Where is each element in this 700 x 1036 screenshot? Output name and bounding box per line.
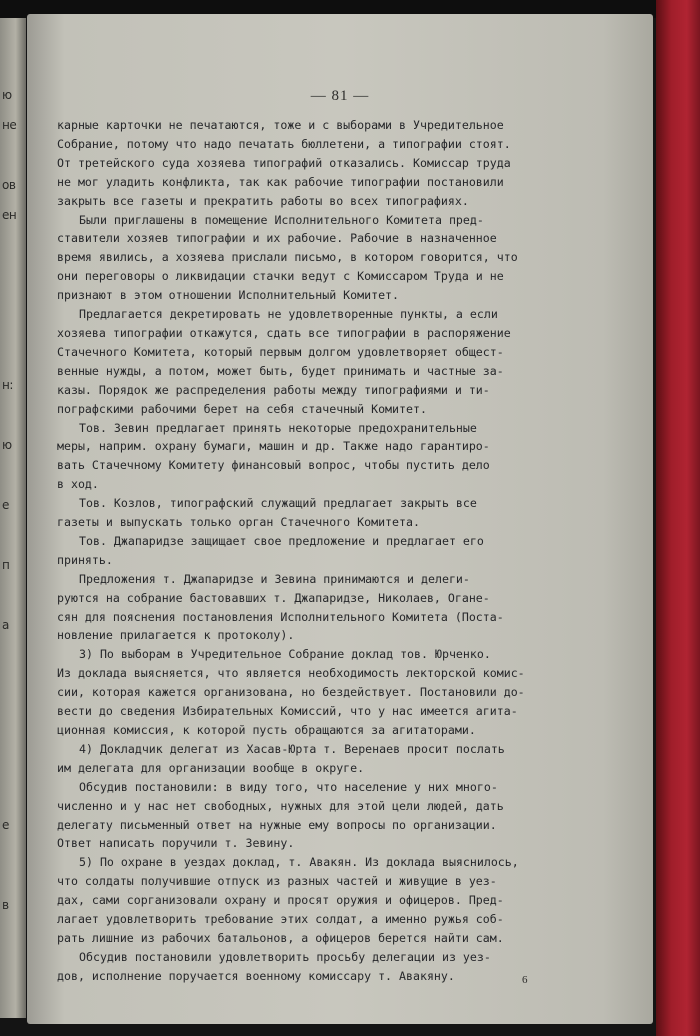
- text-line: сян для пояснения постановления Исполнительного Комитета (Поста-: [57, 609, 504, 624]
- left-page-fragment: не: [2, 118, 17, 132]
- text-line: они переговоры о ликвидации стачки ведут с Комиссаром Труда и не: [57, 269, 504, 284]
- book-cover-edge: [656, 0, 700, 1036]
- text-line: Тов. Зевин предлагает принять некоторые предохранительные: [79, 420, 477, 435]
- left-page-fragment: е: [2, 818, 9, 832]
- left-page-fragment: ен: [2, 208, 17, 222]
- left-page-fragment: е: [2, 498, 9, 512]
- left-page-fragment: п: [2, 558, 10, 572]
- text-line: закрыть все газеты и прекратить работы во всех типографиях.: [57, 193, 469, 208]
- text-line: лагает удовлетворить требование этих солдат, а именно ружья соб-: [57, 912, 504, 927]
- text-line: Обсудив постановили удовлетворить просьбу делегации из уез-: [79, 949, 491, 964]
- text-line: 4) Докладчик делегат из Хасав-Юрта т. Веренаев просит послать: [79, 741, 505, 756]
- text-line: что солдаты получившие отпуск из разных частей и живущие в уез-: [57, 874, 497, 889]
- text-line: Ответ написать поручили т. Зевину.: [57, 836, 295, 851]
- text-line: новление прилагается к протоколу).: [57, 628, 295, 643]
- left-page-fragment: ю: [2, 88, 12, 102]
- text-line: вести до сведения Избирательных Комиссий, что у нас имеется агита-: [57, 704, 518, 719]
- text-line: дов, исполнение поручается военному комиссару т. Авакяну.: [57, 968, 455, 983]
- text-line: Обсудив постановили: в виду того, что население у них много-: [79, 779, 498, 794]
- text-line: принять.: [57, 552, 113, 567]
- text-line: меры, наприм. охрану бумаги, машин и др. Также надо гарантиро-: [57, 439, 490, 454]
- text-line: руются на собрание бастовавших т. Джапаридзе, Николаев, Оганe-: [57, 590, 490, 605]
- text-line: вать Стачечному Комитету финансовый вопрос, чтобы пустить дело: [57, 458, 490, 473]
- body-text: [57, 116, 597, 986]
- text-line: время явились, а хозяева прислали письмо, в котором говорится, что: [57, 250, 518, 265]
- text-line: Собрание, потому что надо печатать бюллетени, а типографии стоят.: [57, 136, 511, 151]
- text-line: От третейского суда хозяева типографий отказались. Комиссар труда: [57, 155, 511, 170]
- text-line: признают в этом отношении Исполнительный Комитет.: [57, 288, 400, 303]
- left-page-fragment: в: [2, 898, 9, 912]
- text-line: Тов. Джапаридзе защищает свое предложение и предлагает его: [79, 533, 484, 548]
- left-page-fragment: а: [2, 618, 9, 632]
- text-line: делегату письменный ответ на нужные ему вопросы по организации.: [57, 817, 497, 832]
- text-line: казы. Порядок же распределения работы между типографиями и ти-: [57, 382, 490, 397]
- text-line: венные нужды, а потом, может быть, будет принимать и частные за-: [57, 363, 504, 378]
- text-line: численно и у нас нет свободных, нужных для этой цели людей, дать: [57, 798, 504, 813]
- text-line: им делегата для организации вообще в округе.: [57, 760, 365, 775]
- text-line: рать лишние из рабочих батальонов, а офицеров берется найти сам.: [57, 930, 504, 945]
- left-facing-page: [0, 18, 26, 1018]
- text-line: газеты и выпускать только орган Стачечного Комитета.: [57, 515, 420, 530]
- text-line: в ход.: [57, 477, 99, 492]
- text-line: Предлагается декретировать не удовлетворенные пункты, а если: [79, 307, 498, 322]
- text-line: сии, которая кажется организована, но бездействует. Постановили до-: [57, 685, 525, 700]
- text-line: ставители хозяев типографии и их рабочие. Рабочие в назначенное: [57, 231, 497, 246]
- text-line: Были приглашены в помещение Исполнительного Комитета пред-: [79, 212, 484, 227]
- text-line: карные карточки не печатаются, тоже и с выборами в Учредительное: [57, 118, 504, 132]
- text-line: ционная комиссия, к которой пусть обращаются за агитаторами.: [57, 723, 476, 737]
- left-page-fragment: ов: [2, 178, 16, 192]
- left-page-fragment: н:: [2, 378, 13, 392]
- text-line: хозяева типографии откажутся, сдать все типографии в распоряжение: [57, 325, 511, 340]
- text-line: Предложения т. Джапаридзе и Зевина принимаются и делеги-: [79, 571, 470, 586]
- text-line: Из доклада выясняется, что является необходимость лекторской комис-: [57, 666, 525, 681]
- text-line: 3) По выборам в Учредительное Собрание доклад тов. Юрченко.: [79, 647, 491, 662]
- text-line: Стачечного Комитета, который первым долгом удовлетворяет общест-: [57, 344, 504, 359]
- text-line: пографскими рабочими берет на себя стачечный Комитет.: [57, 401, 427, 416]
- left-page-fragment: ю: [2, 438, 12, 452]
- text-line: Тов. Козлов, типографский служащий предлагает закрыть все: [79, 496, 477, 511]
- page-number: — 81 —: [310, 88, 370, 104]
- main-page: [27, 14, 653, 1024]
- text-line: 5) По охране в уездах доклад, т. Авакян. Из доклада выяснилось,: [79, 855, 519, 870]
- text-line: дах, сами сорганизовали охрану и просят оружия и офицеров. Пред-: [57, 893, 504, 908]
- text-line: не мог уладить конфликта, так как рабочие типографии постановили: [57, 174, 504, 189]
- signature-mark: 6: [522, 974, 528, 986]
